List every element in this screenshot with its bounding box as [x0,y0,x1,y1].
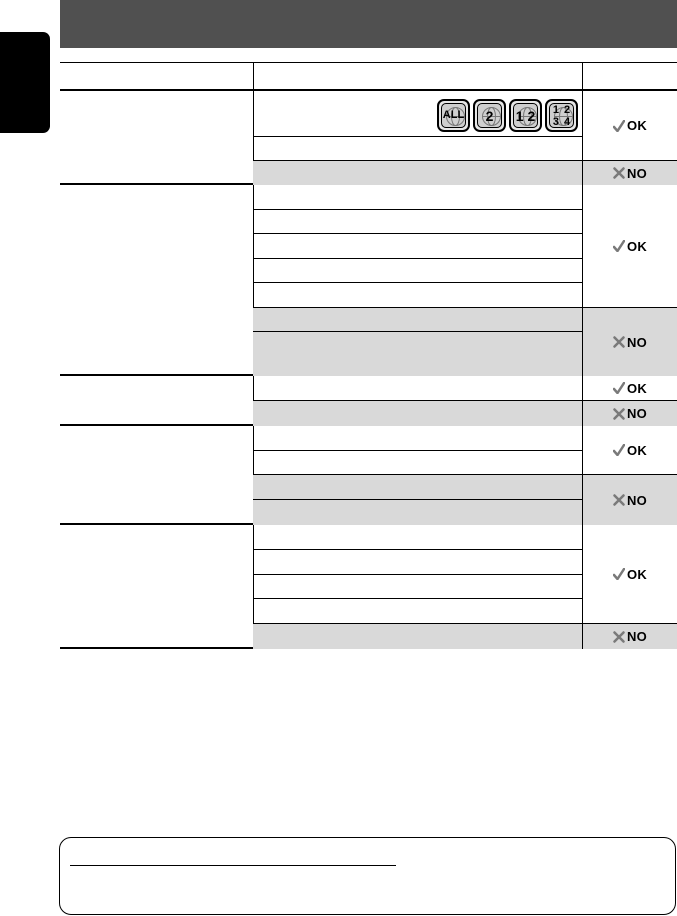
region-label: 1 [552,103,559,116]
no-label: NO [626,406,648,421]
cross-icon [613,408,625,420]
note-box [59,837,676,915]
table-row [253,308,582,332]
result-no [582,401,677,426]
table-row [253,401,582,426]
ok-label: OK [626,566,648,582]
ok-label: OK [626,238,648,254]
table-row [253,259,582,283]
check-icon [613,240,625,252]
table-header-row [60,62,677,91]
region-label: 1 2 [515,107,536,124]
result-ok [582,525,677,624]
table-row [253,161,582,185]
table-row [253,599,582,624]
table-row [253,575,582,599]
table-group-5 [60,525,677,649]
table-row [253,137,582,161]
table-row [253,91,582,137]
region-1-2-icon [509,99,542,132]
table-row [253,332,582,376]
page-header-bar [60,0,677,48]
cross-icon [613,167,625,179]
check-icon [613,120,625,132]
table-group-2 [60,185,677,376]
table-row [253,525,582,550]
table-row [253,210,582,234]
section-side-tab [0,32,50,133]
cross-icon [613,336,625,348]
region-label: ALL [442,109,465,121]
region-icons [437,99,578,132]
table-row [253,426,582,451]
table-row [253,283,582,308]
table-row [253,185,582,210]
region-label: 2 [485,107,494,124]
table-group-1 [60,91,677,185]
table-row [253,234,582,259]
result-ok [582,426,677,475]
table-row [253,624,582,649]
cross-icon [613,494,625,506]
region-2-icon [473,99,506,132]
table-group-4 [60,426,677,525]
table-row [253,550,582,575]
no-label: NO [626,165,648,181]
table-row [253,500,582,525]
table-group-3 [60,376,677,426]
result-no [582,161,677,185]
no-label: NO [626,334,648,350]
result-no [582,475,677,525]
cross-icon [613,631,625,643]
ok-label: OK [626,118,648,133]
result-no [582,624,677,649]
header-divider [253,63,254,89]
table-row [253,451,582,475]
result-ok [582,185,677,308]
result-no [582,308,677,376]
result-ok [582,376,677,401]
check-icon [613,444,625,456]
compatibility-table [60,62,677,649]
ok-label: OK [626,380,648,396]
region-label: 3 [552,115,559,128]
no-label: NO [626,492,648,508]
region-all-icon [437,99,470,132]
note-title-underline [70,865,396,866]
region-label: 4 [564,115,571,128]
result-ok [582,91,677,161]
check-icon [613,568,625,580]
check-icon [613,382,625,394]
table-row [253,475,582,500]
table-row [253,376,582,401]
no-label: NO [626,629,648,644]
ok-label: OK [626,442,648,458]
region-1-2-3-4-icon [545,99,578,132]
region-label: 2 [564,103,571,116]
header-divider [582,63,583,89]
